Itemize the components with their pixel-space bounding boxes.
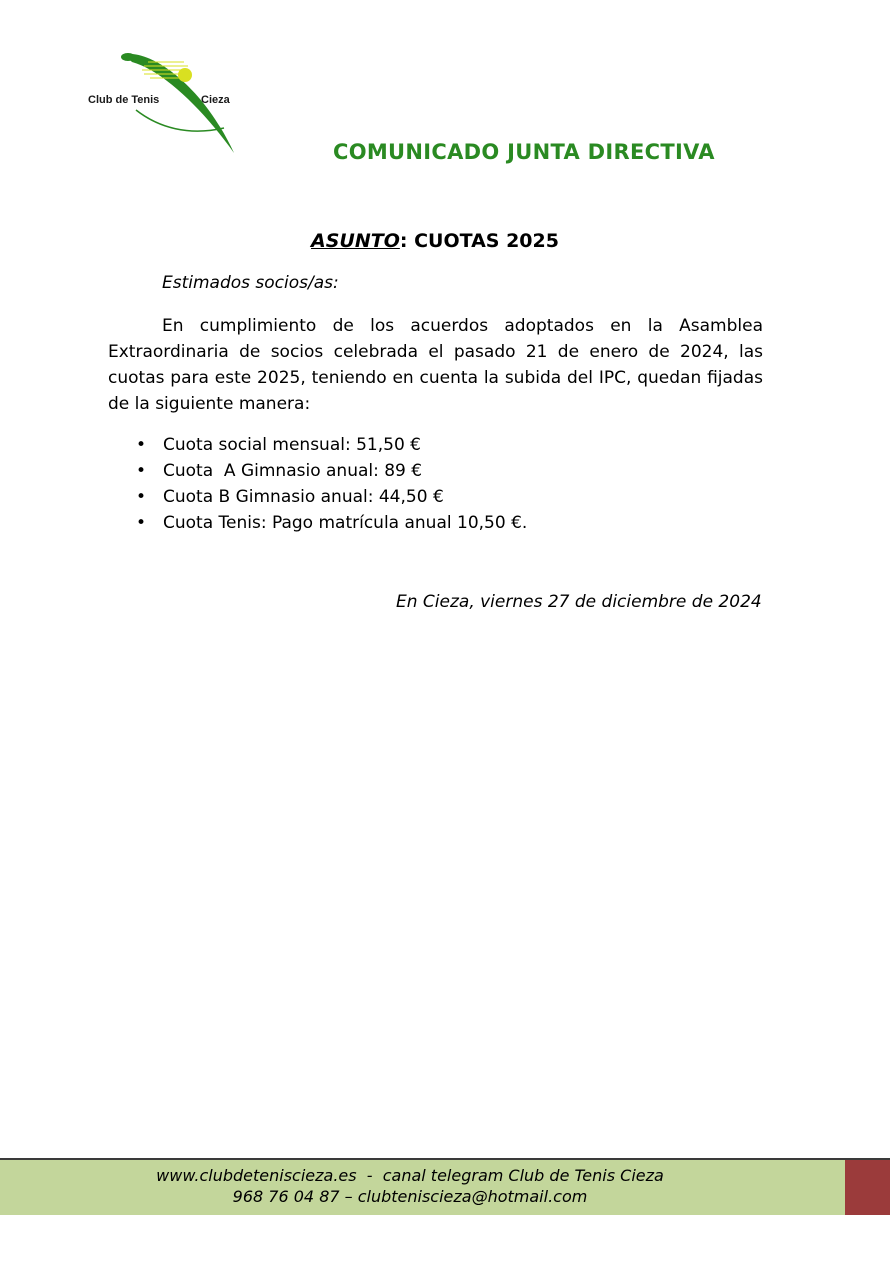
bullet-icon: •: [136, 513, 147, 533]
footer-contact-web: www.clubdeteniscieza.es - canal telegram Club de Tenis Cieza: [156, 1166, 664, 1185]
club-logo: [84, 48, 244, 158]
subject-keyword: ASUNTO: [311, 230, 400, 252]
subject-text: : CUOTAS 2025: [399, 230, 559, 252]
bullet-icon: •: [136, 461, 147, 481]
closing-date: En Cieza, viernes 27 de diciembre de 2024: [396, 592, 762, 612]
list-item-text: Cuota social mensual: 51,50 €: [163, 435, 421, 455]
list-item-text: Cuota Tenis: Pago matrícula anual 10,50 €.: [163, 513, 528, 533]
list-item-text: Cuota B Gimnasio anual: 44,50 €: [163, 487, 444, 507]
footer-accent: [845, 1158, 890, 1215]
document-title: COMUNICADO JUNTA DIRECTIVA: [333, 140, 715, 164]
bullet-icon: •: [136, 435, 147, 455]
fee-list: [108, 432, 527, 536]
body-paragraph: En cumplimiento de los acuerdos adoptados en la Asamblea Extraordinaria de socios celebrada el pasado 21 de enero de 2024, las cuotas para este 2025, teniendo en cuenta la subida del IPC, quedan fijadas de la siguiente manera:: [108, 316, 763, 414]
subject-line: [0, 230, 870, 252]
list-item-text: Cuota A Gimnasio anual: 89 €: [163, 461, 423, 481]
bullet-icon: •: [136, 487, 147, 507]
greeting: Estimados socios/as:: [162, 273, 339, 293]
list-item: [108, 458, 527, 484]
footer-contact-phone-email: 968 76 04 87 – clubteniscieza@hotmail.com: [232, 1187, 588, 1206]
logo-text-cieza: Cieza: [201, 94, 230, 106]
logo-text-club: Club de Tenis: [88, 94, 160, 106]
list-item: [108, 432, 527, 458]
list-item: [108, 484, 527, 510]
list-item: [108, 510, 527, 536]
